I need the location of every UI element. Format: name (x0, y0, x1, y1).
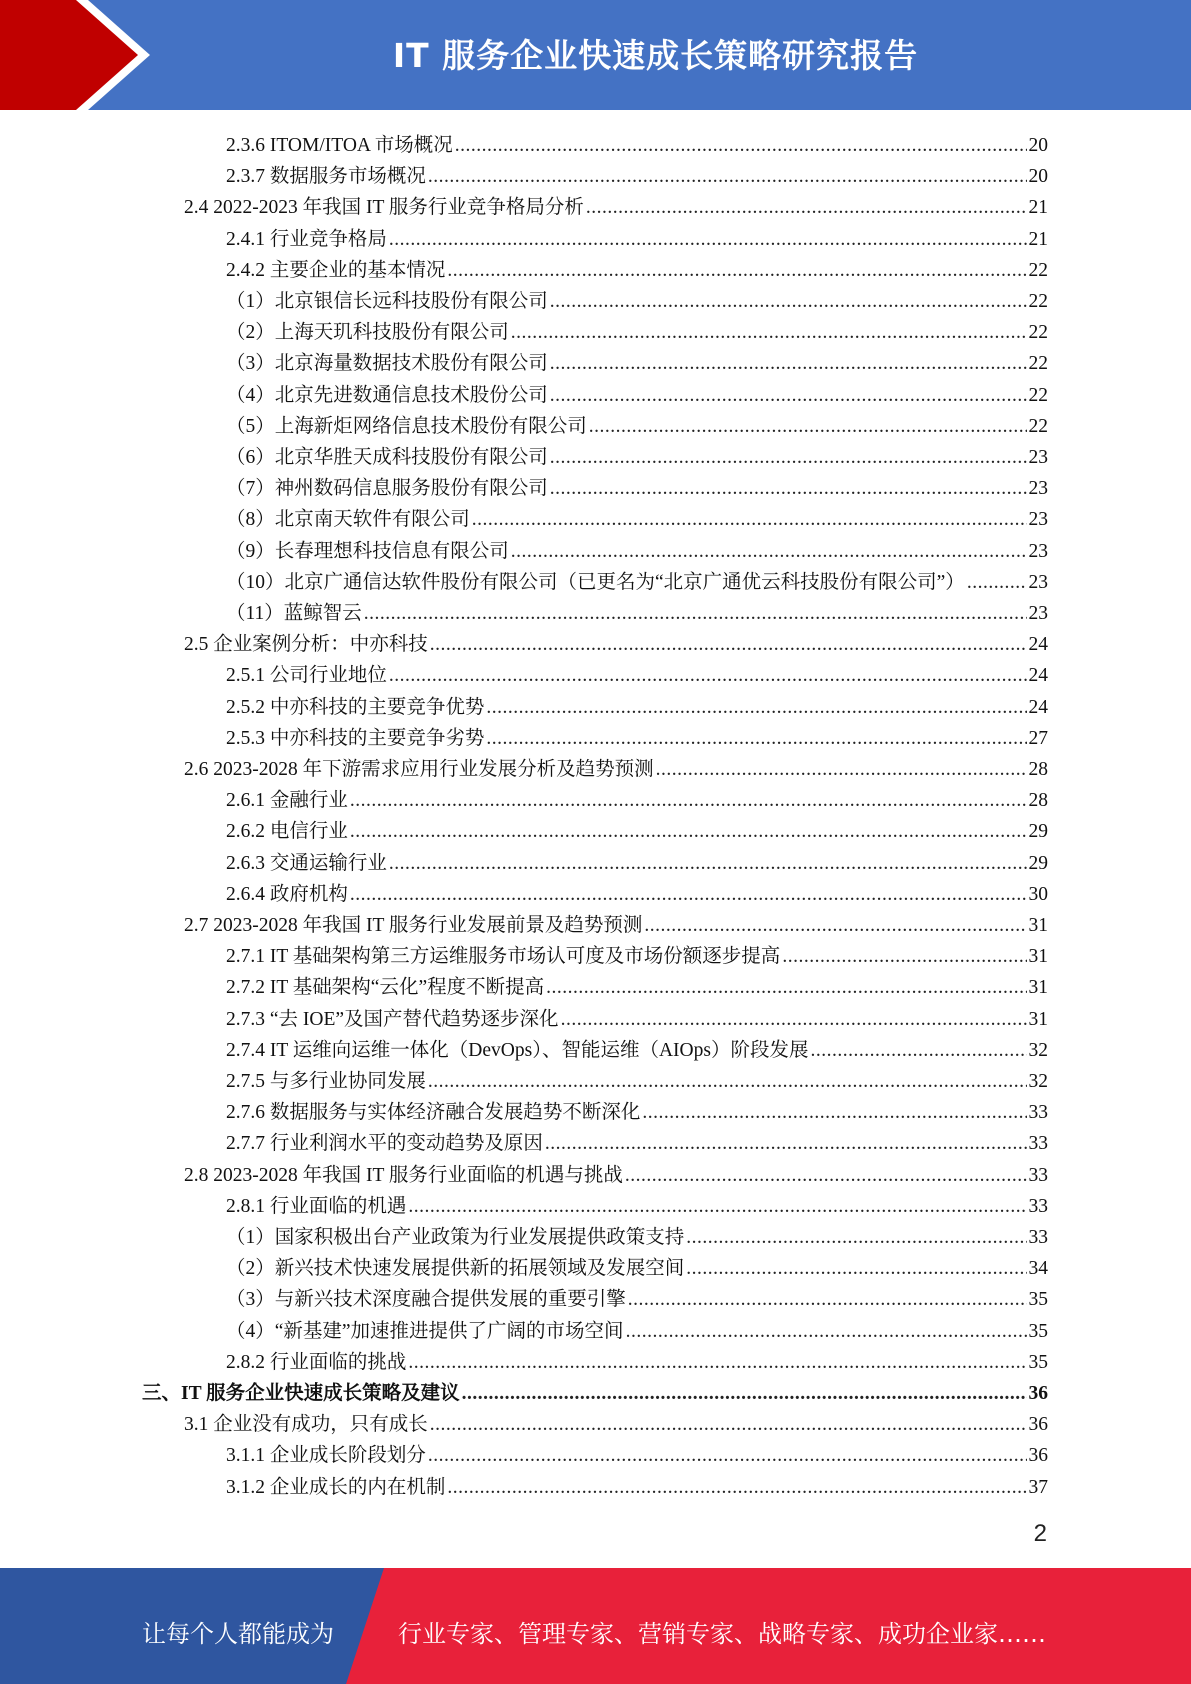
toc-leader-dots (389, 664, 1027, 688)
toc-entry-page: 22 (1028, 415, 1048, 437)
toc-entry-title: 2.3.7 数据服务市场概况 (226, 166, 426, 188)
report-header (0, 0, 1191, 110)
toc-entry[interactable] (226, 596, 1048, 626)
toc-entry[interactable] (226, 128, 1048, 158)
toc-entry[interactable] (226, 658, 1048, 688)
toc-entry[interactable] (226, 346, 1048, 376)
toc-entry-title: （2）新兴技术快速发展提供新的拓展领域及发展空间 (226, 1258, 685, 1280)
toc-entry[interactable] (226, 1314, 1048, 1344)
toc-entry[interactable] (226, 970, 1048, 1000)
toc-leader-dots (810, 1039, 1026, 1063)
toc-entry-page: 31 (1028, 915, 1048, 936)
toc-entry[interactable] (226, 1282, 1048, 1312)
toc-entry-title: 2.8 2023-2028 年我国 IT 服务行业面临的机遇与挑战 (184, 1164, 623, 1186)
toc-leader-dots (428, 165, 1027, 189)
toc-entry[interactable] (226, 721, 1048, 751)
toc-leader-dots (408, 1195, 1026, 1219)
toc-entry-page: 27 (1028, 727, 1048, 749)
toc-entry-page: 36 (1028, 1445, 1048, 1467)
report-title: IT 服务企业快速成长策略研究报告 (392, 36, 919, 75)
toc-entry[interactable] (226, 690, 1048, 720)
toc-entry-page: 31 (1028, 1008, 1048, 1030)
toc-entry-title: 2.6.2 电信行业 (226, 821, 348, 843)
toc-entry-title: 2.4.2 主要企业的基本情况 (226, 259, 446, 281)
toc-entry-title: 2.7.6 数据服务与实体经济融合发展趋势不断深化 (226, 1102, 641, 1124)
toc-entry-title: 3.1.2 企业成长的内在机制 (226, 1476, 446, 1498)
toc-entry-page: 20 (1028, 166, 1048, 188)
toc-leader-dots (586, 196, 1027, 220)
toc-entry-page: 23 (1028, 540, 1048, 562)
toc-entry-page: 21 (1028, 197, 1048, 219)
toc-leader-dots (628, 1288, 1027, 1312)
toc-entry[interactable] (226, 1064, 1048, 1094)
toc-entry[interactable] (184, 752, 1048, 782)
toc-entry-title: （2）上海天玑科技股份有限公司 (226, 322, 509, 344)
toc-leader-dots (486, 696, 1026, 720)
toc-entry[interactable] (226, 877, 1048, 907)
toc-leader-dots (350, 820, 1027, 844)
toc-entry[interactable] (184, 190, 1048, 220)
toc-entry-title: （8）北京南天软件有限公司 (226, 509, 470, 531)
toc-entry[interactable] (226, 284, 1048, 314)
toc-entry-title: 2.7 2023-2028 年我国 IT 服务行业发展前景及趋势预测 (184, 915, 643, 936)
toc-entry-page: 23 (1028, 603, 1048, 624)
toc-leader-dots (967, 571, 1027, 595)
toc-entry-title: （3）与新兴技术深度融合提供发展的重要引擎 (226, 1289, 626, 1311)
toc-entry[interactable] (226, 222, 1048, 252)
toc-entry-page: 36 (1028, 1383, 1048, 1404)
toc-entry-page: 23 (1028, 509, 1048, 531)
toc-entry-title: （5）上海新炬网络信息技术股份有限公司 (226, 415, 587, 437)
toc-entry-page: 24 (1028, 665, 1048, 687)
toc-entry-page: 24 (1028, 696, 1048, 718)
toc-entry[interactable] (226, 1002, 1048, 1032)
toc-entry[interactable] (226, 1033, 1048, 1063)
page-number: 2 (1033, 1520, 1047, 1547)
toc-entry-page: 22 (1028, 353, 1048, 375)
toc-entry[interactable] (226, 409, 1048, 439)
toc-entry-page: 33 (1028, 1227, 1048, 1248)
toc-entry-page: 29 (1028, 821, 1048, 843)
toc-leader-dots (546, 976, 1026, 1000)
toc-entry-title: （4）北京先进数通信息技术股份公司 (226, 384, 548, 406)
toc-entry-title: 2.4 2022-2023 年我国 IT 服务行业竞争格局分析 (184, 197, 584, 219)
toc-entry-title: （1）北京银信长远科技股份有限公司 (226, 291, 548, 312)
toc-leader-dots (462, 1382, 1027, 1406)
toc-leader-dots (686, 1257, 1026, 1281)
toc-entry[interactable] (226, 1470, 1048, 1500)
toc-entry[interactable] (226, 1126, 1048, 1156)
toc-entry[interactable] (226, 814, 1048, 844)
toc-leader-dots (550, 477, 1027, 501)
toc-entry-page: 37 (1028, 1476, 1048, 1498)
toc-leader-dots (350, 789, 1027, 813)
toc-leader-dots (511, 540, 1027, 564)
toc-entry[interactable] (226, 565, 1048, 595)
toc-entry-page: 33 (1028, 1164, 1048, 1186)
toc-leader-dots (550, 384, 1027, 408)
toc-leader-dots (430, 633, 1027, 657)
toc-entry-page: 28 (1028, 759, 1048, 780)
toc-entry-title: 2.7.4 IT 运维向运维一体化（DevOps）、智能运维（AIOps）阶段发展 (226, 1039, 809, 1061)
toc-entry-title: （11）蓝鲸智云 (226, 603, 362, 624)
toc-entry-title: 2.7.3 “去 IOE”及国产替代趋势逐步深化 (226, 1008, 559, 1030)
toc-leader-dots (644, 914, 1026, 938)
toc-leader-dots (686, 1226, 1026, 1250)
toc-entry-page: 21 (1028, 228, 1048, 250)
toc-entry-title: 2.8.1 行业面临的机遇 (226, 1195, 407, 1217)
toc-entry-page: 22 (1028, 384, 1048, 406)
toc-leader-dots (511, 321, 1027, 345)
toc-entry-title: 2.5 企业案例分析：中亦科技 (184, 634, 428, 656)
toc-entry-page: 33 (1028, 1133, 1048, 1155)
toc-entry-page: 35 (1028, 1320, 1048, 1342)
toc-entry-page: 28 (1028, 790, 1048, 812)
toc-entry[interactable] (226, 846, 1048, 876)
toc-entry-title: 2.5.2 中亦科技的主要竞争优势 (226, 696, 485, 718)
toc-leader-dots (472, 508, 1027, 532)
toc-leader-dots (430, 1413, 1027, 1437)
toc-entry-title: 2.5.3 中亦科技的主要竞争劣势 (226, 727, 485, 749)
toc-entry-page: 30 (1028, 883, 1048, 905)
toc-entry[interactable] (184, 908, 1048, 938)
toc-entry-title: 2.7.7 行业利润水平的变动趋势及原因 (226, 1133, 543, 1155)
toc-entry-page: 32 (1028, 1039, 1048, 1061)
toc-entry-title: （7）神州数码信息服务股份有限公司 (226, 478, 548, 500)
toc-entry[interactable] (226, 939, 1048, 969)
toc-entry-page: 24 (1028, 634, 1048, 656)
toc-leader-dots (550, 290, 1027, 314)
toc-entry-page: 22 (1028, 291, 1048, 312)
toc-entry-page: 32 (1028, 1071, 1048, 1092)
toc-entry-page: 23 (1028, 571, 1048, 593)
toc-leader-dots (626, 1320, 1027, 1344)
toc-entry[interactable] (226, 1251, 1048, 1281)
toc-leader-dots (782, 945, 1026, 969)
toc-entry[interactable] (184, 627, 1048, 657)
footer-slogan-left: 让每个人都能成为 (142, 1620, 334, 1648)
toc-leader-dots (625, 1164, 1027, 1188)
toc-entry[interactable] (226, 783, 1048, 813)
toc-entry[interactable] (226, 1189, 1048, 1219)
toc-entry-title: 3.1 企业没有成功，只有成长 (184, 1414, 428, 1436)
toc-entry-title: 三、IT 服务企业快速成长策略及建议 (142, 1383, 460, 1404)
toc-entry-page: 31 (1028, 977, 1048, 999)
toc-entry-title: （6）北京华胜天成科技股份有限公司 (226, 447, 548, 468)
toc-entry-title: 3.1.1 企业成长阶段划分 (226, 1445, 426, 1467)
toc-entry-title: 2.7.5 与多行业协同发展 (226, 1071, 426, 1092)
toc-entry-title: （4）“新基建”加速推进提供了广阔的市场空间 (226, 1320, 624, 1342)
toc-entry-page: 23 (1028, 478, 1048, 500)
toc-entry[interactable] (226, 502, 1048, 532)
footer-banner (0, 1568, 1191, 1684)
toc-entry-page: 34 (1028, 1258, 1048, 1280)
toc-leader-dots (428, 1070, 1027, 1094)
toc-entry-page: 22 (1028, 259, 1048, 281)
toc-leader-dots (408, 1351, 1026, 1375)
toc-entry-page: 33 (1028, 1102, 1048, 1124)
toc-entry-title: （10）北京广通信达软件股份有限公司（已更名为“北京广通优云科技股份有限公司”） (226, 571, 965, 593)
toc-entry[interactable] (226, 378, 1048, 408)
toc-entry[interactable] (226, 471, 1048, 501)
toc-leader-dots (389, 852, 1027, 876)
toc-entry-page: 33 (1028, 1195, 1048, 1217)
toc-entry[interactable] (226, 534, 1048, 564)
toc-entry-page: 23 (1028, 447, 1048, 468)
toc-entry[interactable] (226, 1345, 1048, 1375)
toc-entry-title: 2.7.2 IT 基础架构“云化”程度不断提高 (226, 977, 545, 999)
toc-entry-title: 2.5.1 公司行业地位 (226, 665, 387, 687)
toc-entry-page: 20 (1028, 135, 1048, 156)
toc-entry-page: 35 (1028, 1289, 1048, 1311)
toc-leader-dots (486, 727, 1026, 751)
toc-entry-title: 2.6.3 交通运输行业 (226, 852, 387, 874)
toc-entry[interactable] (226, 1438, 1048, 1468)
toc-entry-title: 2.6.1 金融行业 (226, 790, 348, 812)
toc-entry-title: 2.6 2023-2028 年下游需求应用行业发展分析及趋势预测 (184, 759, 654, 780)
toc-entry[interactable] (226, 159, 1048, 189)
toc-entry[interactable] (184, 1158, 1048, 1188)
toc-entry-page: 36 (1028, 1414, 1048, 1436)
footer-slogan-right: 行业专家、管理专家、营销专家、战略专家、成功企业家…… (398, 1620, 1046, 1648)
toc-entry[interactable] (226, 440, 1048, 470)
toc-leader-dots (545, 1132, 1027, 1156)
toc-entry-page: 31 (1028, 946, 1048, 968)
toc-entry-page: 22 (1028, 322, 1048, 344)
toc-leader-dots (561, 1008, 1027, 1032)
toc-leader-dots (550, 446, 1027, 470)
toc-leader-dots (455, 134, 1027, 158)
toc-entry-page: 29 (1028, 852, 1048, 874)
toc-leader-dots (656, 758, 1027, 782)
toc-entry-title: 2.6.4 政府机构 (226, 883, 348, 905)
toc-entry[interactable] (226, 253, 1048, 283)
toc-entry-title: （3）北京海量数据技术股份有限公司 (226, 353, 548, 375)
toc-leader-dots (350, 883, 1027, 907)
toc-entry-title: 2.3.6 ITOM/ITOA 市场概况 (226, 135, 453, 156)
toc-leader-dots (389, 228, 1027, 252)
toc-leader-dots (447, 259, 1026, 283)
toc-entry-title: 2.8.2 行业面临的挑战 (226, 1351, 407, 1373)
toc-entry[interactable] (184, 1407, 1048, 1437)
toc-entry[interactable] (226, 315, 1048, 345)
toc-entry[interactable] (226, 1095, 1048, 1125)
toc-leader-dots (428, 1444, 1027, 1468)
toc-entry-page: 35 (1028, 1351, 1048, 1373)
toc-entry-title: （9）长春理想科技信息有限公司 (226, 540, 509, 562)
toc-entry-title: （1）国家积极出台产业政策为行业发展提供政策支持 (226, 1227, 685, 1248)
toc-entry[interactable] (226, 1220, 1048, 1250)
toc-leader-dots (589, 415, 1027, 439)
toc-leader-dots (642, 1101, 1026, 1125)
toc-entry-title: 2.7.1 IT 基础架构第三方运维服务市场认可度及市场份额逐步提高 (226, 946, 781, 968)
toc-entry-title: 2.4.1 行业竞争格局 (226, 228, 387, 250)
toc-leader-dots (550, 352, 1027, 376)
toc-leader-dots (364, 602, 1027, 626)
toc-leader-dots (447, 1476, 1026, 1500)
toc-entry[interactable] (142, 1376, 1048, 1406)
